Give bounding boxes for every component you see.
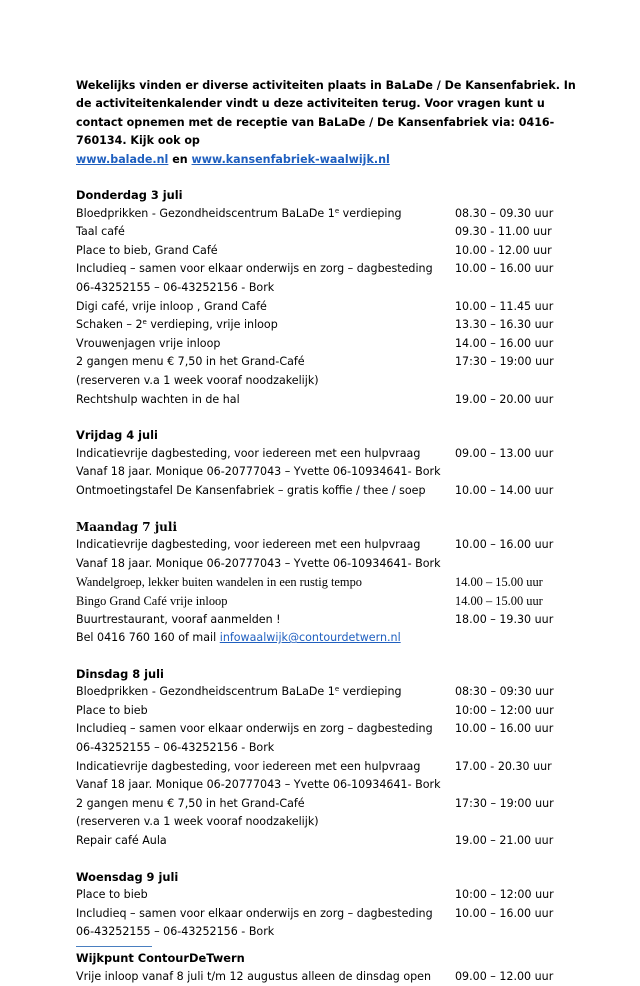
day-section [76, 666, 576, 851]
activity-description [76, 262, 433, 275]
activity-text: Repair café Aula [76, 834, 167, 848]
activity-description [76, 613, 281, 626]
day-section [76, 427, 576, 500]
activity-row [76, 482, 576, 501]
activity-text: 06-43252155 – 06-43252156 - Bork [76, 925, 275, 939]
document-page [76, 77, 576, 986]
activity-description [76, 337, 220, 350]
activity-text: Bloedprikken - Gezondheidscentrum BaLaDe 1 [76, 206, 335, 220]
activity-text-suffix: verdieping, vrije inloop [146, 318, 278, 332]
separator-line [76, 946, 152, 947]
activity-time: 08:30 – 09:30 uur [455, 685, 554, 699]
wijkpunt-title: Wijkpunt ContourDeTwern [76, 951, 245, 965]
activity-text: Bel 0416 760 160 of mail [76, 631, 220, 645]
activity-description [76, 207, 402, 220]
activity-text: Vanaf 18 jaar. Monique 06-20777043 – Yvette 06-10934641- Bork [76, 556, 441, 570]
activity-row [76, 536, 576, 555]
activity-row [76, 905, 576, 924]
activity-time: 10.00 – 16.00 uur [455, 906, 554, 920]
activity-row [76, 720, 576, 739]
activity-text: Includieq – samen voor elkaar onderwijs en zorg – dagbesteding [76, 262, 433, 276]
activity-description [76, 722, 433, 735]
activity-text-suffix: verdieping [339, 206, 402, 220]
activity-text: (reserveren v.a 1 week vooraf noodzakelijk) [76, 373, 319, 387]
activity-row [76, 776, 576, 795]
activity-time: 18.00 – 19.30 uur [455, 612, 554, 626]
activity-description [76, 970, 431, 983]
activity-text: Place to bieb, Grand Café [76, 243, 218, 257]
activity-time: 10.00 – 16.00 uur [455, 722, 554, 736]
activity-row [76, 391, 576, 410]
activity-text: Includieq – samen voor elkaar onderwijs en zorg – dagbesteding [76, 722, 433, 736]
activity-text: 2 gangen menu € 7,50 in het Grand-Café [76, 796, 305, 810]
activity-time: 10.00 – 16.00 uur [455, 262, 554, 276]
activity-time: 19.00 – 20.00 uur [455, 392, 554, 406]
activity-description [76, 760, 420, 773]
activity-row [76, 463, 576, 482]
day-title: Donderdag 3 juli [76, 188, 183, 203]
activity-row [76, 795, 576, 814]
activity-time: 17.00 - 20.30 uur [455, 759, 552, 773]
activity-time: 09.30 - 11.00 uur [455, 225, 552, 239]
activity-row [76, 555, 576, 574]
activity-time: 14.00 – 16.00 uur [455, 336, 554, 350]
intro-paragraph [76, 77, 576, 169]
activity-description [76, 557, 441, 570]
kansenfabriek-link[interactable]: www.kansenfabriek-waalwijk.nl [191, 152, 390, 166]
balade-link[interactable]: www.balade.nl [76, 152, 169, 166]
activity-text: Schaken – 2 [76, 318, 143, 332]
ordinal-suffix: e [142, 318, 147, 327]
activity-description [76, 815, 319, 828]
activity-text: Bingo Grand Café vrije inloop [76, 593, 228, 608]
day-title: Woensdag 9 juli [76, 869, 179, 884]
ordinal-suffix: e [334, 206, 340, 215]
activity-time: 14.00 – 15.00 uur [455, 593, 543, 608]
activity-time: 10.00 – 14.00 uur [455, 483, 554, 497]
activity-row [76, 968, 576, 986]
activity-text: Place to bieb [76, 888, 148, 902]
activity-time: 19.00 – 21.00 uur [455, 834, 554, 848]
activity-row [76, 592, 576, 611]
activity-row [76, 629, 576, 648]
activity-description [76, 355, 305, 368]
activity-time: 17:30 – 19:00 uur [455, 796, 554, 810]
activity-time: 10:00 – 12:00 uur [455, 888, 554, 902]
activity-text: Vanaf 18 jaar. Monique 06-20777043 – Yvette 06-10934641- Bork [76, 465, 441, 479]
activity-row [76, 739, 576, 758]
activity-description [76, 778, 441, 791]
day-title: Dinsdag 8 juli [76, 666, 164, 681]
activity-row [76, 702, 576, 721]
day-section [76, 187, 576, 409]
activity-text: (reserveren v.a 1 week vooraf noodzakelijk) [76, 815, 319, 829]
activity-text-suffix: verdieping [339, 685, 402, 699]
activity-text: Place to bieb [76, 703, 148, 717]
intro-and: en [172, 152, 188, 166]
activity-time: 17:30 – 19:00 uur [455, 355, 554, 369]
activity-time: 10.00 – 11.45 uur [455, 299, 554, 313]
activity-row [76, 353, 576, 372]
activity-text: 06-43252155 – 06-43252156 - Bork [76, 741, 275, 755]
activity-row [76, 205, 576, 224]
activity-row [76, 923, 576, 942]
activity-description [76, 594, 227, 608]
activity-description [76, 888, 148, 901]
activity-text: 2 gangen menu € 7,50 in het Grand-Café [76, 355, 305, 369]
day-title: Vrijdag 4 juli [76, 428, 158, 443]
activity-row [76, 813, 576, 832]
activity-description [76, 374, 319, 387]
activity-description [76, 281, 274, 294]
day-title: Maandag 7 juli [76, 519, 178, 534]
activity-time: 09.00 – 13.00 uur [455, 446, 554, 460]
activity-description [76, 834, 167, 847]
activity-text: Bloedprikken - Gezondheidscentrum BaLaDe 1 [76, 685, 335, 699]
activity-description [76, 575, 362, 589]
activity-description [76, 925, 274, 938]
activity-description [76, 447, 420, 460]
activity-description [76, 685, 402, 698]
day-section [76, 519, 576, 648]
activity-description [76, 318, 278, 331]
activity-description [76, 484, 426, 497]
day-section [76, 869, 576, 942]
ordinal-suffix: e [334, 685, 340, 694]
activity-text: Includieq – samen voor elkaar onderwijs en zorg – dagbesteding [76, 906, 433, 920]
activity-text: Digi café, vrije inloop , Grand Café [76, 299, 267, 313]
activity-row [76, 611, 576, 630]
activity-text: Buurtrestaurant, vooraf aanmelden ! [76, 612, 281, 626]
activity-description [76, 704, 148, 717]
activity-row [76, 260, 576, 279]
activity-calendar [76, 187, 576, 942]
activity-row [76, 372, 576, 391]
activity-description [76, 538, 420, 551]
activity-description [76, 797, 305, 810]
activity-text: Taal café [76, 225, 125, 239]
activity-description [76, 225, 125, 238]
activity-time: 10.00 - 12.00 uur [455, 243, 552, 257]
activity-description [76, 465, 441, 478]
activity-row [76, 445, 576, 464]
activity-description [76, 244, 218, 257]
activity-row [76, 832, 576, 851]
activity-text: Indicatievrije dagbesteding, voor iedereen met een hulpvraag [76, 759, 421, 773]
activity-row [76, 758, 576, 777]
activity-description [76, 741, 274, 754]
activity-text: Rechtshulp wachten in de hal [76, 392, 240, 406]
intro-text: Wekelijks vinden er diverse activiteiten plaats in BaLaDe / De Kansenfabriek. In de activiteitenkalender vindt u deze activiteiten terug. Voor vragen kunt u contact opnemen met de receptie van BaLaDe / De Kansenfabriek via: 0416-760134. Kijk ook op [76, 79, 576, 148]
activity-row [76, 242, 576, 261]
activity-time: 10:00 – 12:00 uur [455, 703, 554, 717]
activity-text: Wandelgroep, lekker buiten wandelen in een rustig tempo [76, 575, 362, 590]
activity-row [76, 298, 576, 317]
activity-row [76, 335, 576, 354]
activity-time: 10.00 – 16.00 uur [455, 538, 554, 552]
wijkpunt-list [76, 968, 576, 986]
activity-description [76, 907, 433, 920]
activity-row [76, 316, 576, 335]
activity-text: 06-43252155 – 06-43252156 - Bork [76, 281, 275, 294]
activity-text: Vanaf 18 jaar. Monique 06-20777043 – Yvette 06-10934641- Bork [76, 778, 441, 792]
activity-description [76, 631, 401, 644]
activity-text: Indicatievrije dagbesteding, voor iedereen met een hulpvraag [76, 446, 421, 460]
activity-row [76, 886, 576, 905]
activity-row [76, 683, 576, 702]
activity-row [76, 573, 576, 592]
activity-text: Vrije inloop vanaf 8 juli t/m 12 augustus alleen de dinsdag open [76, 969, 432, 983]
activity-text: Indicatievrije dagbesteding, voor iedereen met een hulpvraag [76, 538, 421, 552]
activity-time: 14.00 – 15.00 uur [455, 575, 543, 590]
activity-row [76, 279, 576, 298]
activity-text: Vrouwenjagen vrije inloop [76, 336, 221, 350]
email-link[interactable]: infowaalwijk@contourdetwern.nl [219, 631, 401, 645]
activity-description [76, 393, 240, 406]
activity-time: 13.30 – 16.30 uur [455, 318, 554, 332]
activity-time: 09.00 – 12.00 uur [455, 969, 554, 983]
activity-time: 08.30 – 09.30 uur [455, 206, 554, 220]
activity-row [76, 223, 576, 242]
activity-description [76, 300, 267, 313]
activity-text: Ontmoetingstafel De Kansenfabriek – gratis koffie / thee / soep [76, 483, 426, 497]
